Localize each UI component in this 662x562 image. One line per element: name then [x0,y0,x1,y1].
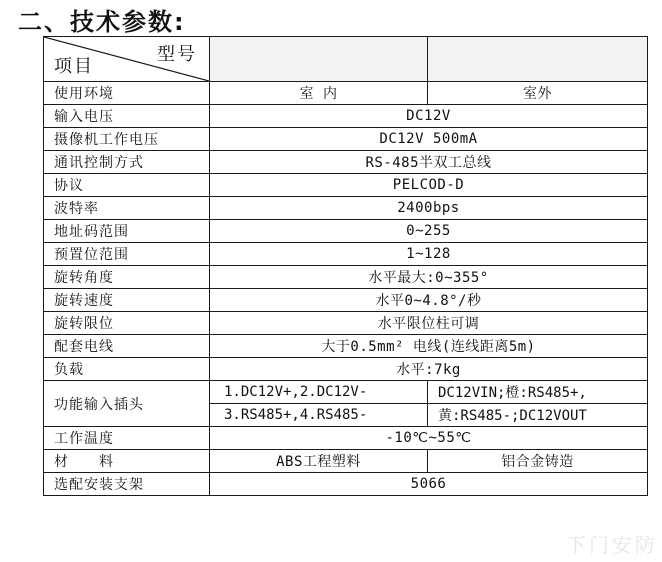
row-label: 摄像机工作电压 [44,128,210,151]
row-label: 输入电压 [44,105,210,128]
indoor-value: ABS工程塑料 [210,450,428,473]
table-row [44,82,648,105]
table-row [44,427,648,450]
row-label: 通讯控制方式 [44,151,210,174]
outdoor-plug-line-2: 黄:RS485-;DC12VOUT [428,404,648,427]
indoor-value: 室 内 [210,82,428,105]
row-label: 预置位范围 [44,243,210,266]
table-row [44,381,648,404]
row-label: 负载 [44,358,210,381]
table-row [44,174,648,197]
indoor-plug-line-2: 3.RS485+,4.RS485- [210,404,428,427]
row-value: 0~255 [210,220,648,243]
table-row [44,151,648,174]
table-row [44,473,648,496]
table-row [44,128,648,151]
row-label: 选配安装支架 [44,473,210,496]
row-value: 5066 [210,473,648,496]
table-row [44,450,648,473]
row-label: 材 料 [44,450,210,473]
row-label: 波特率 [44,197,210,220]
item-header-label: 项目 [54,56,94,77]
watermark: 下门安防 [566,533,658,557]
row-value: 水平:7kg [210,358,648,381]
model-header-label: 型号 [157,44,197,65]
outdoor-value: 铝合金铸造 [428,450,648,473]
row-label: 协议 [44,174,210,197]
row-value: 1~128 [210,243,648,266]
table-header-row [44,37,648,82]
table-row [44,358,648,381]
row-value: RS-485半双工总线 [210,151,648,174]
diagonal-header-cell [44,37,210,82]
table-row [44,335,648,358]
row-value: 水平最大:0~355° [210,266,648,289]
spec-table [43,36,648,496]
row-label: 配套电线 [44,335,210,358]
row-value: DC12V 500mA [210,128,648,151]
row-label: 旋转角度 [44,266,210,289]
outdoor-model-header [428,37,648,82]
table-row [44,220,648,243]
outdoor-value: 室外 [428,82,648,105]
row-label: 旋转限位 [44,312,210,335]
table-row [44,105,648,128]
table-row [44,197,648,220]
row-value: 水平0~4.8°/秒 [210,289,648,312]
row-value: DC12V [210,105,648,128]
row-value: -10℃~55℃ [210,427,648,450]
table-row [44,289,648,312]
table-row [44,243,648,266]
page-title: 二、技术参数: [18,8,186,36]
row-label: 旋转速度 [44,289,210,312]
table-row [44,266,648,289]
indoor-model-header [210,37,428,82]
row-label: 工作温度 [44,427,210,450]
row-label: 使用环境 [44,82,210,105]
indoor-plug-line-1: 1.DC12V+,2.DC12V- [210,381,428,404]
table-row [44,312,648,335]
row-label: 功能输入插头 [44,381,210,427]
row-value: 大于0.5mm² 电线(连线距离5m) [210,335,648,358]
row-label: 地址码范围 [44,220,210,243]
row-value: 2400bps [210,197,648,220]
row-value: PELCOD-D [210,174,648,197]
outdoor-plug-line-1: DC12VIN;橙:RS485+, [428,381,648,404]
row-value: 水平限位柱可调 [210,312,648,335]
